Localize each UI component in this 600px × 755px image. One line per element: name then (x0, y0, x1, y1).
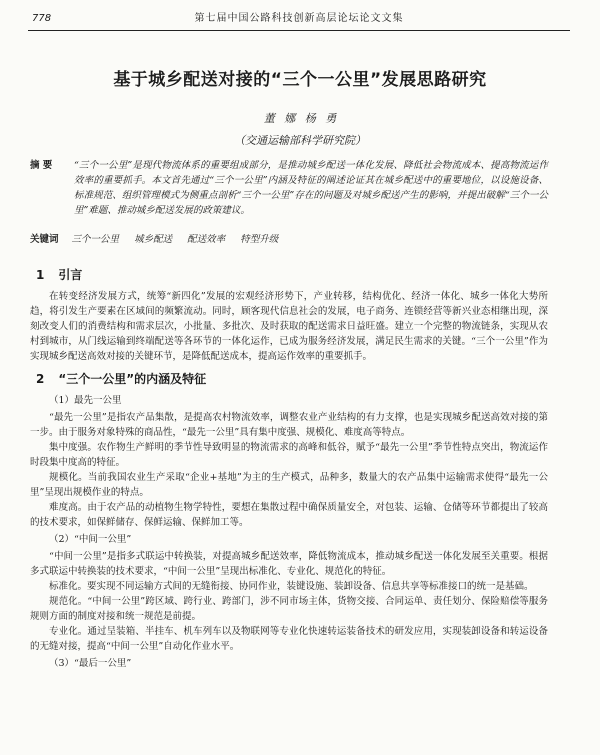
subsection-heading: （2）“中间一公里” (49, 534, 132, 545)
paragraph: 难度高。由于农产品的动植物生物学特性，要想在集散过程中确保质量安全，对包装、运输、仓储等环节都提出了较高的技术要求，如保鲜储存、保鲜运输、保鲜加工等。 (30, 502, 548, 528)
paragraph: “中间一公里”是指多式联运中转换装，对提高城乡配送效率，降低物流成本，推动城乡配送一体化发展至关重要。根据多式联运中转换装的技术要求，“中间一公里”呈现出标准化、专业化、规范化的特征。 (30, 551, 548, 577)
paragraph: 规模化。当前我国农业生产采取“企业+基地”为主的生产模式，品种多，数量大的农产品集中运输需求使得“最先一公里”呈现出规模作业的特点。 (30, 472, 548, 498)
keyword: 城乡配送 (134, 234, 173, 245)
running-header (28, 8, 570, 31)
paragraph: “最先一公里”是指农产品集散，是提高农村物流效率，调整农业产业结构的有力支撑，也是实现城乡配送高效对接的第一步。由于服务对象特殊的商品性，“最先一公里”具有集中度强、规模化、难度高等特点。 (30, 412, 548, 438)
section-heading (36, 372, 548, 387)
paper-title: 基于城乡配送对接的“三个一公里”发展思路研究 (113, 70, 487, 90)
affiliation: （交通运输部科学研究院） (234, 134, 366, 147)
section-number: 1 (36, 268, 45, 282)
body-text (30, 260, 548, 673)
abstract (30, 158, 548, 218)
section-heading (36, 268, 548, 283)
subsection-heading: （1）最先一公里 (49, 395, 122, 406)
paragraph: 标准化。要实现不同运输方式间的无缝衔接、协同作业，装键设施、装卸设备、信息共享等标准接口的统一是基础。 (49, 581, 534, 592)
section-title: 引言 (58, 268, 83, 282)
paragraph: 在转变经济发展方式，统筹“新四化”发展的宏观经济形势下，产业转移，结构优化、经济一体化、城乡一体化大势所趋，将引发生产要素在区域间的频繁流动。同时，顾客现代信息社会的发展，电子商务、连锁经营等新兴业态相继出现，深刻改变人们的消费结构和需求层次，小批量、多批次、及时获取的配送需求日益旺盛。建立一个完整的物流链条，实现从农村到城市，从门线运输到终端配送等各环节的一体化运作，已成为服务经济发展，满足民生需求的关键。“三个一公里”作为实现城乡配送高效对接的关键环节，是降低配送成本，提高运作效率的重要抓手。 (30, 291, 548, 362)
keyword: 特型升级 (240, 234, 279, 245)
keyword: 三个一公里 (71, 234, 120, 245)
keywords-label: 关键词 (30, 234, 59, 245)
paragraph: 规范化。“中间一公里”跨区域、跨行业、跨部门，涉不同市场主体，货物交接、合同运单、责任划分、保险赔偿等服务规则方面的制度对接和统一规范是前提。 (30, 596, 548, 622)
section-title: “三个一公里”的内涵及特征 (58, 372, 207, 386)
keywords (30, 232, 548, 247)
paragraph: 集中度强。农作物生产鲜明的季节性导致明显的物流需求的高峰和低谷，赋予“最先一公里”季节性特点突出，物流运作时段集中度高的特征。 (30, 442, 548, 468)
journal-title: 第七届中国公路科技创新高层论坛论文文集 (194, 13, 404, 24)
authors: 董 娜 杨 勇 (263, 112, 337, 125)
paragraph: 专业化。通过呈装箱、半挂车、机车列车以及物联网等专业化快速转运装备技术的研发应用，实现装卸设备和转运设备的无缝对接，提高“中间一公里”自动化作业水平。 (30, 626, 548, 652)
abstract-text: “三个一公里”是现代物流体系的重要组成部分，是推动城乡配送一体化发展、降低社会物流成本、提高物流运作效率的重要抓手。本文首先通过“三个一公里”内涵及特征的阐述论证其在城乡配送中的重要地位，以设施设备、标准规范、组织管理模式为侧重点剖析“三个一公里”存在的问题及对城乡配送产生的影响，并提出破解“三个一公里”难题、推动城乡配送发展的政策建议。 (74, 160, 548, 216)
section-number: 2 (36, 372, 45, 386)
page-number: 778 (32, 13, 52, 24)
keyword: 配送效率 (187, 234, 226, 245)
subsection-heading: （3）“最后一公里” (49, 658, 132, 669)
abstract-label: 摘 要 (30, 160, 53, 171)
